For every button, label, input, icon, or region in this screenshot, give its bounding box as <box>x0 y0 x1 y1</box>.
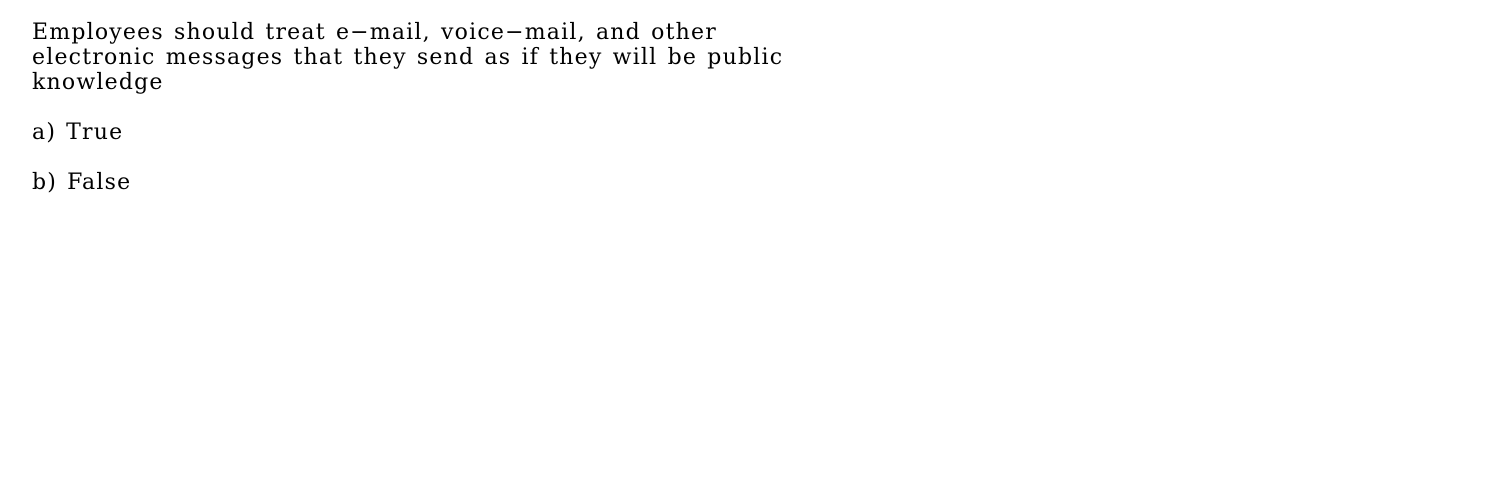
option-a-letter: a) <box>32 120 57 145</box>
option-b-letter: b) <box>32 170 58 195</box>
question-line-3: knowledge <box>32 70 164 95</box>
option-b-text: False <box>67 170 132 195</box>
option-a <box>32 120 123 145</box>
option-b <box>32 170 131 195</box>
question-line-2: electronic messages that they send as if they will be public <box>32 45 784 70</box>
option-a-text: True <box>66 120 124 145</box>
question-line-1: Employees should treat e−mail, voice−mail, and other <box>32 20 717 45</box>
question-text <box>32 20 932 95</box>
